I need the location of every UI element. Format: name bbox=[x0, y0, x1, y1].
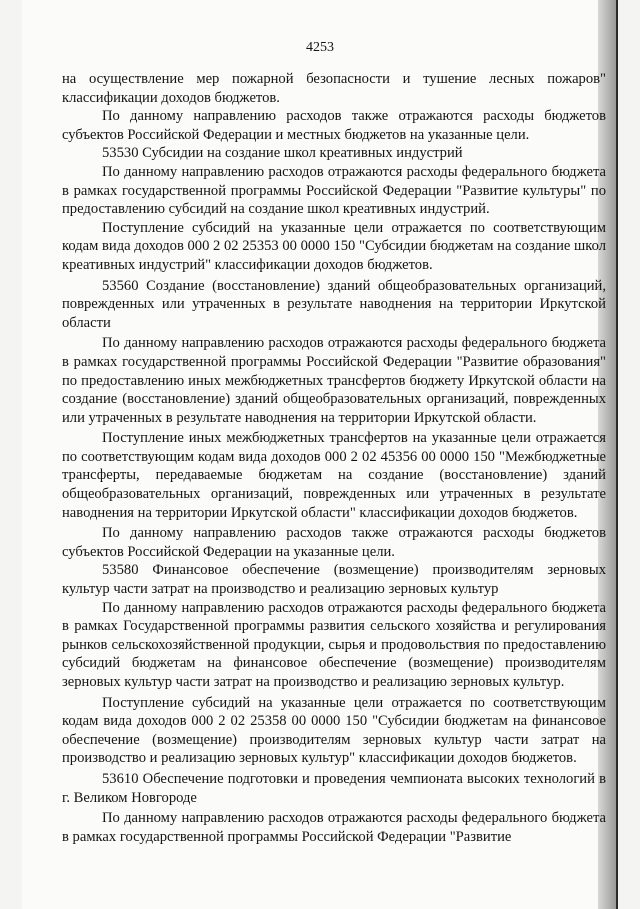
paragraph: Поступление субсидий на указанные цели отражается по соответствующим кодам вида доходов 000 2 02 25358 00 0000 150 "Субсидии бюджетам на финансовое обеспечение (возмещение) производителям зерновых культур части затрат на производство и реализацию зерновых культур" классификации доходов бюджетов. bbox=[62, 694, 606, 767]
section-heading: 53580 Финансовое обеспечение (возмещение) производителям зерновых культур части затрат на производство и реализацию зерновых культур bbox=[62, 562, 606, 598]
paragraph: По данному направлению расходов также отражаются расходы бюджетов субъектов Российской Федерации на указанные цели. bbox=[62, 525, 606, 560]
paragraph: По данному направлению расходов отражаются расходы федерального бюджета в рамках государственной программы Российской Федерации "Развитие культуры" по предоставлению субсидий на создание школ креативных индустрий. bbox=[62, 163, 606, 218]
paragraph: Поступление субсидий на указанные цели отражается по соответствующим кодам вида доходов 000 2 02 25353 00 0000 150 "Субсидии бюджетам на создание школ креативных индустрий" классификации доходов бюджетов. bbox=[62, 219, 606, 273]
paragraph: Поступление иных межбюджетных трансфертов на указанные цели отражается по соответствующим кодам вида доходов 000 2 02 45356 00 0000 150 "Межбюджетные трансферты, передаваемые бюджетам на создание (восстановление) зданий общеобразовательных организаций, поврежденных или утраченных в результате наводнения на территории Иркутской области" классификации доходов бюджетов. bbox=[62, 430, 606, 521]
paragraph: на осуществление мер пожарной безопасности и тушение лесных пожаров" классификации доходов бюджетов. bbox=[62, 71, 606, 106]
section-heading: 53610 Обеспечение подготовки и проведения чемпионата высоких технологий в г. Великом Новгороде bbox=[62, 770, 606, 806]
paragraph: По данному направлению расходов также отражаются расходы бюджетов субъектов Российской Федерации и местных бюджетов на указанные цели. bbox=[62, 108, 606, 143]
document-body bbox=[62, 70, 606, 846]
paragraph: По данному направлению расходов отражаются расходы федерального бюджета в рамках Государственной программы развития сельского хозяйства и регулирования рынков сельскохозяйственной продукции, сырья и продовольствия по предоставлению субсидий бюджетам на финансовое обеспечение (возмещение) производителям зерновых культур части затрат на производство и реализацию зерновых культур. bbox=[62, 599, 606, 690]
page-number: 4253 bbox=[306, 40, 334, 55]
section-heading: 53560 Создание (восстановление) зданий общеобразовательных организаций, поврежденных или утраченных в результате наводнения на территории Иркутской области bbox=[62, 277, 606, 331]
section-heading: 53530 Субсидии на создание школ креативных индустрий bbox=[102, 145, 463, 162]
paragraph: По данному направлению расходов отражаются расходы федерального бюджета в рамках государственной программы Российской Федерации "Развитие bbox=[62, 810, 606, 845]
paragraph: По данному направлению расходов отражаются расходы федерального бюджета в рамках государственной программы Российской Федерации "Развитие образования" по предоставлению иных межбюджетных трансфертов бюджету Иркутской области на создание (восстановление) зданий общеобразовательных организаций, поврежденных или утраченных в результате наводнения на территории Иркутской области. bbox=[62, 335, 606, 426]
